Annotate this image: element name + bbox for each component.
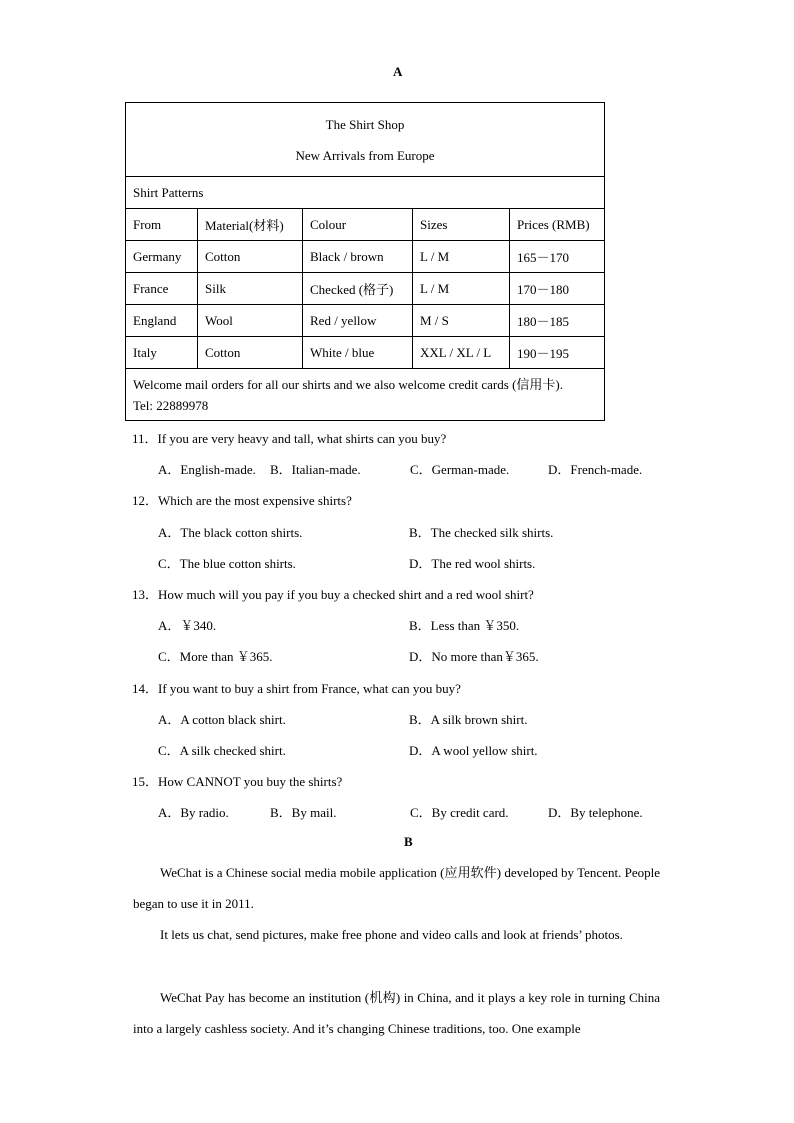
table-cell: France	[126, 273, 198, 305]
column-header: Material(材料)	[198, 209, 303, 241]
shirt-shop-table	[125, 102, 605, 421]
answer-option: A．The black cotton shirts.	[158, 525, 303, 540]
table-cell: L / M	[413, 241, 510, 273]
answer-option: C．By credit card.	[410, 805, 509, 820]
answer-option: C．German-made.	[410, 462, 510, 477]
answer-option: D．No more than￥365.	[409, 649, 539, 664]
answer-option: A．By radio.	[158, 805, 229, 820]
table-cell: Checked (格子)	[303, 273, 413, 305]
table-header-cell	[126, 103, 605, 177]
answer-option: D．French-made.	[548, 462, 643, 477]
answer-option: B．Less than ￥350.	[409, 618, 520, 633]
section-a-title: A	[393, 64, 403, 79]
table-cell: 170－180	[510, 273, 605, 305]
table-cell: England	[126, 305, 198, 337]
answer-option: B．Italian-made.	[270, 462, 361, 477]
column-header: Prices (RMB)	[510, 209, 605, 241]
table-cell: M / S	[413, 305, 510, 337]
shop-name: The Shirt Shop	[325, 116, 405, 132]
table-cell: 190－195	[510, 337, 605, 369]
column-header: Sizes	[413, 209, 510, 241]
column-header: From	[126, 209, 198, 241]
table-note-cell	[126, 369, 605, 421]
table-row	[126, 337, 605, 369]
question-stem: 13．How much will you pay if you buy a checked shirt and a red wool shirt?	[132, 587, 534, 602]
answer-option: A．English-made.	[158, 462, 256, 477]
answer-option: B．The checked silk shirts.	[409, 525, 554, 540]
answer-option: B．A silk brown shirt.	[409, 712, 528, 727]
question-stem: 14．If you want to buy a shirt from France, what can you buy?	[132, 681, 461, 696]
paragraph: It lets us chat, send pictures, make free phone and video calls and look at friends’ photos.	[160, 927, 623, 942]
paragraph: WeChat Pay has become an institution (机构) in China, and it plays a key role in turning China into a largely cashless society. And it’s changing Chinese traditions, too. One example	[133, 990, 660, 1036]
table-row	[126, 273, 605, 305]
table-cell: XXL / XL / L	[413, 337, 510, 369]
paragraph: WeChat is a Chinese social media mobile application (应用软件) developed by Tencent. People began to use it in 2011.	[133, 865, 660, 911]
table-cell: Silk	[198, 273, 303, 305]
answer-option: D．The red wool shirts.	[409, 556, 536, 571]
table-header-row	[126, 209, 605, 241]
answer-option: C．A silk checked shirt.	[158, 743, 286, 758]
answer-option: A．￥340.	[158, 618, 217, 633]
table-cell: 180－185	[510, 305, 605, 337]
table-cell: 165－170	[510, 241, 605, 273]
table-cell: Italy	[126, 337, 198, 369]
answer-option: D．By telephone.	[548, 805, 643, 820]
answer-option: D．A wool yellow shirt.	[409, 743, 538, 758]
telephone-number: Tel: 22889978	[133, 398, 209, 413]
table-row	[126, 305, 605, 337]
table-cell: Wool	[198, 305, 303, 337]
shop-subtitle: New Arrivals from Europe	[295, 147, 435, 163]
table-cell: Cotton	[198, 337, 303, 369]
column-header: Colour	[303, 209, 413, 241]
patterns-label: Shirt Patterns	[126, 177, 605, 209]
table-row	[126, 241, 605, 273]
table-cell: Red / yellow	[303, 305, 413, 337]
answer-option: B．By mail.	[270, 805, 337, 820]
answer-option: A．A cotton black shirt.	[158, 712, 286, 727]
question-stem: 15．How CANNOT you buy the shirts?	[132, 774, 343, 789]
table-cell: Cotton	[198, 241, 303, 273]
question-stem: 12．Which are the most expensive shirts?	[132, 493, 352, 508]
answer-option: C．The blue cotton shirts.	[158, 556, 296, 571]
table-cell: White / blue	[303, 337, 413, 369]
table-cell: L / M	[413, 273, 510, 305]
table-cell: Black / brown	[303, 241, 413, 273]
table-cell: Germany	[126, 241, 198, 273]
question-stem: 11．If you are very heavy and tall, what shirts can you buy?	[132, 431, 447, 446]
section-b-title: B	[404, 834, 413, 849]
order-note: Welcome mail orders for all our shirts and we also welcome credit cards (信用卡).	[133, 377, 563, 392]
answer-option: C．More than ￥365.	[158, 649, 273, 664]
